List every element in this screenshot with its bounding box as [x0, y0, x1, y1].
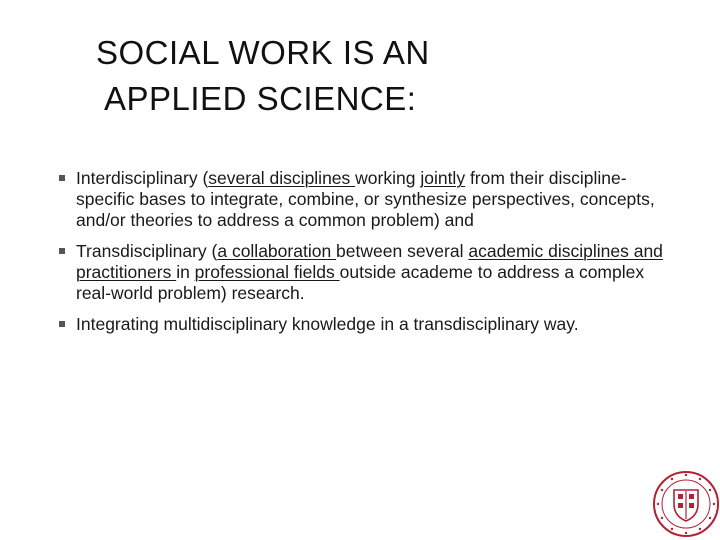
underlined-segment: a collaboration — [217, 241, 337, 261]
text-segment: working — [355, 168, 421, 188]
bullet-text — [76, 314, 579, 334]
bullet-item-integrating — [57, 314, 667, 335]
text-segment: in — [176, 262, 195, 282]
underlined-segment: academic disciplines and practitioners — [76, 241, 663, 282]
bullet-list — [57, 168, 667, 345]
university-seal-icon — [652, 470, 720, 538]
title-line-1: SOCIAL WORK IS AN — [96, 34, 430, 71]
underlined-segment: professional fields — [194, 262, 340, 282]
bullet-square-icon — [59, 321, 65, 327]
text-segment: Interdisciplinary ( — [76, 168, 209, 188]
text-segment: between several — [336, 241, 469, 261]
text-segment: Integrating multidisciplinary knowledge in a transdisciplinary way. — [76, 314, 579, 334]
text-segment: from their discipline-specific bases to integrate, combine, or synthesize perspectives, concepts, and/or theories to address a common problem) and — [76, 168, 655, 230]
bullet-text — [76, 168, 655, 230]
bullet-text — [76, 241, 663, 303]
bullet-item-transdisciplinary — [57, 241, 667, 304]
underlined-segment: jointly — [420, 168, 466, 188]
bullet-square-icon — [59, 175, 65, 181]
slide-title — [96, 30, 516, 122]
bullet-square-icon — [59, 248, 65, 254]
underlined-segment: several disciplines — [208, 168, 356, 188]
text-segment: outside academe to address a complex real-world problem) research. — [76, 262, 645, 303]
title-line-2: APPLIED SCIENCE: — [104, 80, 417, 117]
text-segment: Transdisciplinary ( — [76, 241, 218, 261]
bullet-item-interdisciplinary — [57, 168, 667, 231]
